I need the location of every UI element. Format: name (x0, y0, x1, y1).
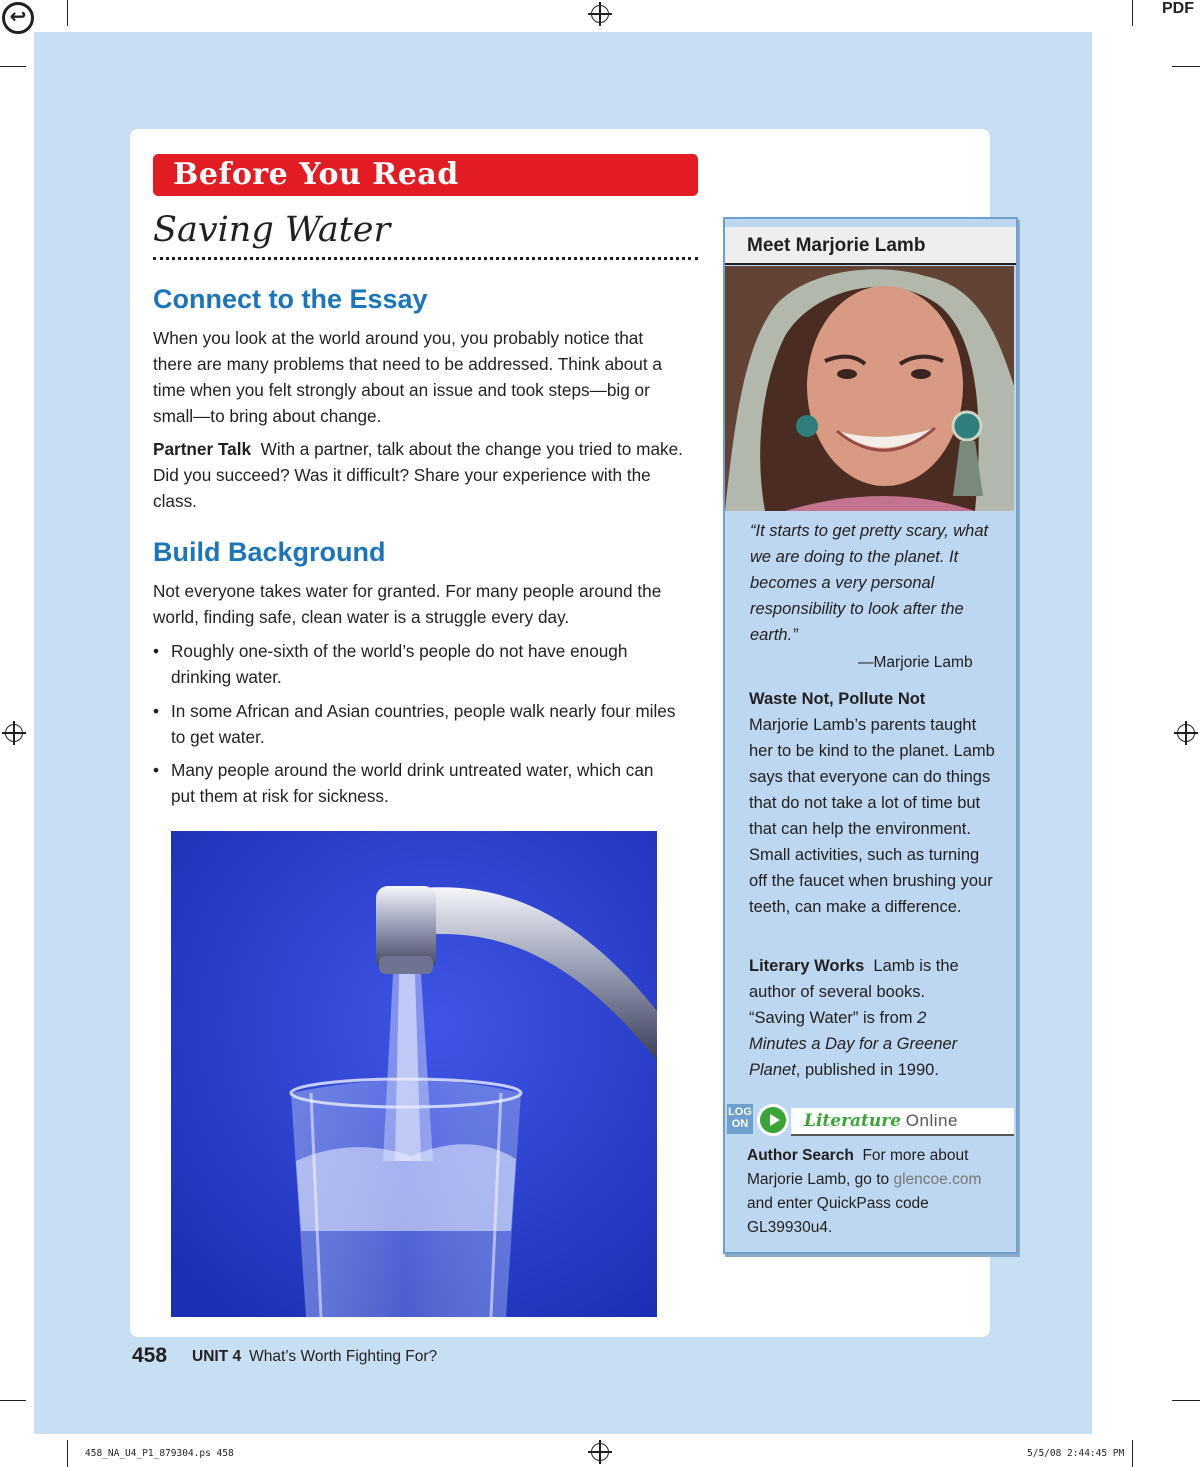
play-icon[interactable] (757, 1104, 789, 1136)
unit-footer (192, 1348, 437, 1366)
list-item: • In some African and Asian countries, people walk nearly four miles to get water. (153, 701, 676, 747)
crop-mark (67, 1440, 68, 1467)
back-arrow-icon[interactable]: ↩ (2, 2, 34, 34)
author-search-label: Author Search (747, 1147, 854, 1164)
slug-left: 458_NA_U4_P1_879304.ps 458 (85, 1448, 234, 1459)
literary-works-section: Literary Works Lamb is the author of several books. “Saving Water” is from 2 Minutes a Day for a Greener Planet, published in 1990. (749, 957, 959, 1079)
crop-mark (1172, 66, 1200, 67)
waste-not-text: Marjorie Lamb’s parents taught her to be kind to the planet. Lamb says that everyone can do things that do not take a lot of time but that can help the environment. Small activities, such as turning off the faucet when brushing your teeth, can make a difference. (749, 716, 995, 916)
list-item: • Roughly one-sixth of the world’s people do not have enough drinking water. (153, 641, 628, 687)
literature-label: Literature (804, 1111, 902, 1131)
book-title: 2 Minutes a Day for a Greener Planet (749, 1009, 958, 1079)
literary-works-label: Literary Works (749, 957, 865, 975)
crop-mark (1172, 1400, 1200, 1401)
author-quote: “It starts to get pretty scary, what we are doing to the planet. It becomes a very personal responsibility to look after the earth.” (750, 522, 989, 644)
literature-online-label[interactable] (804, 1110, 958, 1132)
glencoe-link[interactable]: glencoe.com (893, 1171, 982, 1188)
connect-paragraph: When you look at the world around you, you probably notice that there are many problems that need to be addressed. Think about a time when you felt strongly about an issue and took steps—big or small—to bring about change. (153, 328, 662, 426)
registration-mark-icon (591, 1443, 609, 1461)
partner-talk-paragraph (153, 436, 688, 514)
registration-mark-icon (1177, 724, 1195, 742)
pdf-label: PDF (1162, 0, 1194, 17)
before-you-read-banner: Before You Read (153, 154, 698, 196)
crop-mark (1132, 0, 1133, 26)
online-label: Online (905, 1111, 958, 1130)
faucet-water-photo (171, 831, 657, 1317)
partner-talk-label: Partner Talk (153, 439, 252, 459)
background-heading: Build Background (153, 537, 386, 567)
unit-title: What’s Worth Fighting For? (249, 1348, 438, 1365)
waste-not-heading: Waste Not, Pollute Not (749, 690, 926, 708)
waste-not-section (749, 686, 997, 920)
sidebar-heading: Meet Marjorie Lamb (725, 227, 1016, 265)
crop-mark (0, 1400, 26, 1401)
title-divider (153, 257, 698, 260)
partner-talk-text: With a partner, talk about the change you tried to make. Did you succeed? Was it difficult? Share your experience with the class. (153, 439, 683, 511)
registration-mark-icon (5, 724, 23, 742)
crop-mark (67, 0, 68, 26)
page-number: 458 (132, 1344, 168, 1367)
log-on-badge: LOG ON (727, 1104, 753, 1134)
unit-label: UNIT 4 (192, 1348, 242, 1365)
crop-mark (1132, 1440, 1133, 1467)
page-title: Saving Water (153, 210, 391, 250)
author-portrait-photo (725, 266, 1014, 511)
quote-attribution: —Marjorie Lamb (858, 654, 973, 671)
connect-heading: Connect to the Essay (153, 284, 428, 314)
crop-mark (0, 66, 26, 67)
list-item: • Many people around the world drink untreated water, which can put them at risk for sickness. (153, 760, 654, 806)
author-search-section: Author Search For more about Marjorie Lamb, go to glencoe.com and enter QuickPass code GL39930u4. (747, 1147, 982, 1236)
registration-mark-icon (591, 5, 609, 23)
slug-right: 5/5/08 2:44:45 PM (1027, 1448, 1125, 1459)
background-paragraph: Not everyone takes water for granted. For many people around the world, finding safe, clean water is a struggle every day. (153, 581, 662, 627)
